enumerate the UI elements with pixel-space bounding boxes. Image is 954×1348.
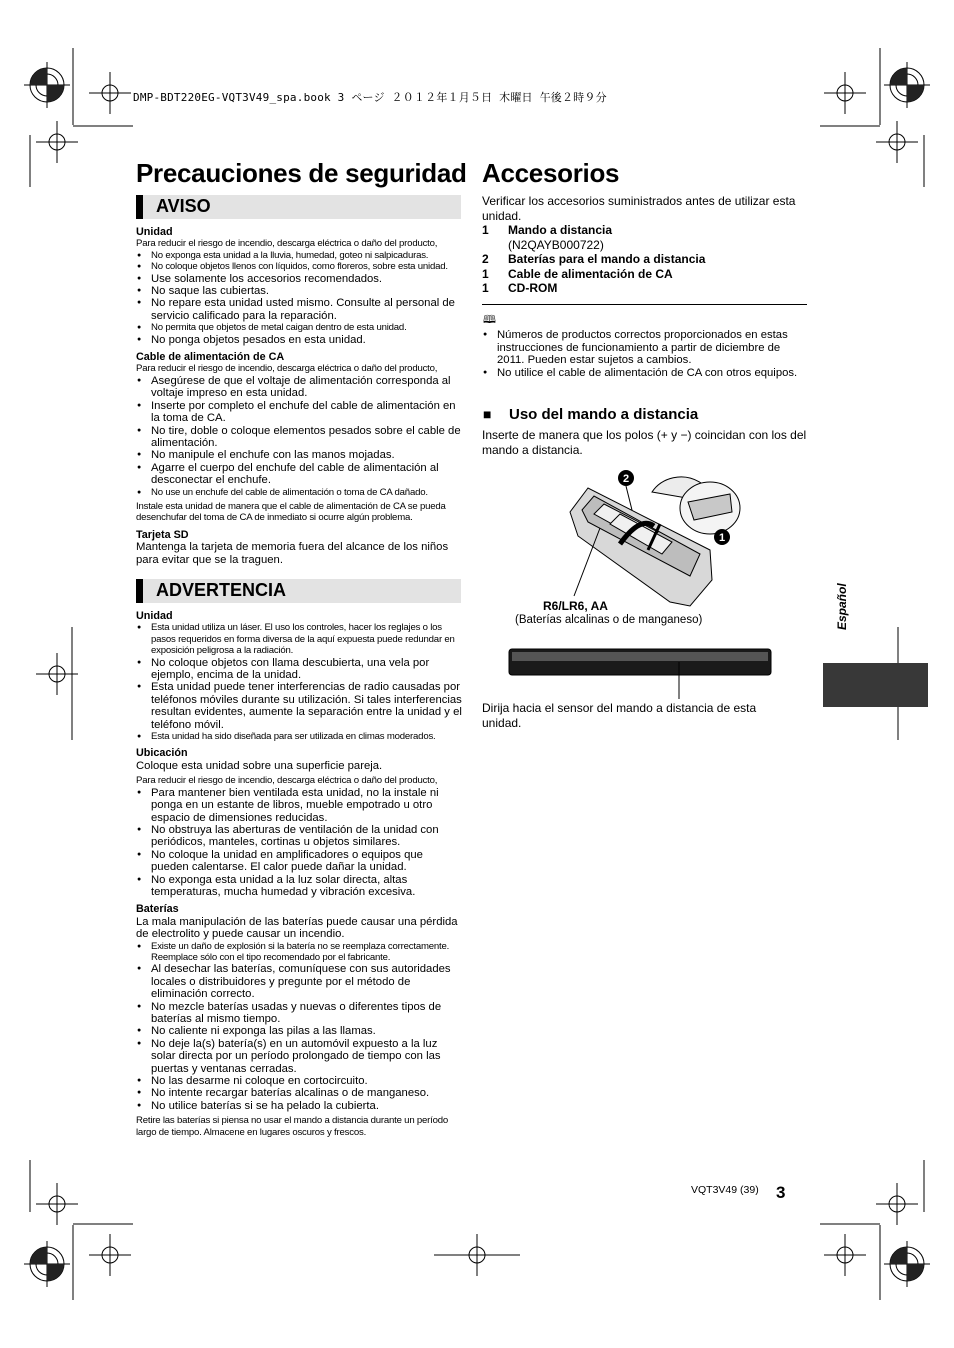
bullet-item: ● Esta unidad utiliza un láser. El uso los controles, hacer los reglajes o los pasos requeridos en forma diversa de la aquí expuesta puede redundar en exposición peligrosa a la radiación. [136,622,462,656]
section-heading-advertencia: ADVERTENCIA [156,580,287,600]
bullet-item: ● No caliente ni exponga las pilas a las llamas. [136,1025,462,1037]
advertencia-unidad-list [136,622,462,742]
bullet-item: ● Al desechar las baterías, comuníquese con sus autoridades locales o distribuidores y pregunte por el método de eliminación correcto. [136,963,462,1000]
bullet-item: ● No intente recargar baterías alcalinas o de manganeso. [136,1087,462,1099]
bullet-item: ● No mezcle baterías usadas y nuevas o diferentes tipos de baterías al mismo tiempo. [136,1001,462,1026]
note-item: ● No utilice el cable de alimentación de CA con otros equipos. [482,367,807,380]
bullet-item: ● No saque las cubiertas. [136,285,462,297]
aviso-content [136,224,462,566]
accessory-qty: 1 [482,223,489,237]
note-book-icon: 🕮 [483,314,496,326]
advertencia-baterias-text: La mala manipulación de las baterías puede causar una pérdida de electrolito y puede causar un incendio. [136,915,458,941]
accessory-item [482,223,807,238]
file-header-line: DMP-BDT220EG-VQT3V49_spa.book 3 ページ ２０１２年１月５日 木曜日 午後２時９分 [133,91,607,104]
square-bullet-icon: ■ [483,406,492,422]
accesorios-content [482,194,807,296]
language-side-label: Español [835,583,849,630]
aviso-sd-label: Tarjeta SD [136,528,189,541]
aviso-cable-list [136,375,462,498]
bullet-item: ● Esta unidad puede tener interferencias de radio causadas por teléfonos móviles durante su utilización. Si tales interferencias resultan evidentes, aumente la separación entre la unidad y el teléfono móvil. [136,681,462,731]
callout-2-label: 2 [622,473,630,485]
remote-battery-illustration [560,466,750,612]
bullet-item: ● Esta unidad ha sido diseñada para ser utilizada en climas moderados. [136,731,462,742]
language-tab-block [823,663,928,707]
accessory-item [482,267,807,282]
bullet-item: ● Asegúrese de que el voltaje de alimentación corresponda al voltaje impreso en esta unidad. [136,375,462,400]
section-heading-aviso: AVISO [156,196,211,216]
bullet-item: ● Para mantener bien ventilada esta unidad, no la instale ni ponga en un estante de libros, mueble empotrado u otro espacio de dimensiones reducidas. [136,787,462,824]
bullet-item: ● Agarre el cuerpo del enchufe del cable de alimentación al desconectar el enchufe. [136,462,462,487]
footer-code: VQT3V49 (39) [691,1184,759,1196]
advertencia-unidad-label: Unidad [136,610,173,622]
accessory-item [482,252,807,267]
bullet-item: ● Existe un daño de explosión si la batería no se reemplaza correctamente. Reemplace sólo con el tipo recomendado por el fabricante. [136,941,462,964]
bullet-item: ● No permita que objetos de metal caigan dentro de esta unidad. [136,322,462,333]
sensor-text: Dirija hacia el sensor del mando a distancia de esta unidad. [482,701,757,730]
bullet-item: ● Use solamente los accesorios recomendados. [136,273,462,285]
accesorios-divider [482,304,807,305]
advertencia-baterias-list [136,941,462,1113]
uso-title: Uso del mando a distancia [509,406,699,423]
bullet-item: ● No tire, doble o coloque elementos pesados sobre el cable de alimentación. [136,425,462,450]
note-item: ● Números de productos correctos proporcionados en estas instrucciones de funcionamiento a partir de diciembre de 2011. Pueden estar sujetos a cambios. [482,329,807,367]
bullet-item: ● No coloque objetos llenos con líquidos, como floreros, sobre esta unidad. [136,261,462,272]
bullet-item: ● No repare esta unidad usted mismo. Consulte al personal de servicio calificado para la reparación. [136,297,462,322]
callout-1-badge [714,529,730,545]
accessory-qty: 1 [482,266,489,281]
accessory-qty: 1 [482,281,489,295]
callout-1-label: 1 [718,532,726,544]
advertencia-baterias-note: Retire las baterías si piensa no usar el mando a distancia durante un período largo de tiempo. Almacene en lugares oscuros y frescos. [136,1115,449,1138]
aviso-unidad-label: Unidad [136,226,173,238]
bullet-item: ● No las desarme ni coloque en cortocircuito. [136,1075,462,1087]
bullet-item: ● No use un enchufe del cable de alimentación o toma de CA dañado. [136,487,462,498]
callout-2-badge [618,470,634,486]
bullet-item: ● No exponga esta unidad a la luz solar directa, altas temperaturas, mucha humedad y vibración excesiva. [136,874,462,899]
accessory-item [482,281,807,296]
accessory-name: CD-ROM [508,281,558,295]
bullet-item: ● No utilice baterías si se ha pelado la cubierta. [136,1100,462,1112]
page-title-accesorios: Accesorios [482,158,620,188]
section-bar-advertencia [136,579,461,603]
bullet-item: ● Inserte por completo el enchufe del cable de alimentación en la toma de CA. [136,400,462,425]
accessory-name: Cable de alimentación de CA [508,266,673,281]
aviso-cable-note: Instale esta unidad de manera que el cable de alimentación de CA se pueda desenchufar del toma de CA de inmediato si ocurre algún problema. [136,500,446,524]
battery-type-sub: (Baterías alcalinas o de manganeso) [515,614,703,626]
accesorios-notes [482,329,807,379]
bullet-item: ● No ponga objetos pesados en esta unidad. [136,334,462,346]
accessory-name: Mando a distancia [508,223,613,237]
uso-text: Inserte de manera que los polos (+ y −) coincidan con los del mando a distancia. [482,428,807,457]
bullet-item: ● No obstruya las aberturas de ventilación de la unidad con periódicos, manteles, cortinas u objetos similares. [136,824,462,849]
advertencia-ubicacion-text: Coloque esta unidad sobre una superficie pareja. [136,759,383,772]
advertencia-content [136,608,462,1138]
page-title-precauciones: Precauciones de seguridad [136,158,467,188]
aviso-sd-text: Mantenga la tarjeta de memoria fuera del alcance de los niños para evitar que se la traguen. [136,541,449,566]
accesorios-intro: Verificar los accesorios suministrados antes de utilizar esta unidad. [482,194,796,223]
footer-page-number: 3 [776,1183,786,1202]
bullet-item: ● No manipule el enchufe con las manos mojadas. [136,449,462,461]
bullet-item: ● No exponga esta unidad a la lluvia, humedad, goteo ni salpicaduras. [136,250,462,261]
aviso-cable-intro: Para reducir el riesgo de incendio, descarga eléctrica o daño del producto, [136,363,438,375]
aviso-unidad-list [136,250,462,346]
advertencia-baterias-label: Baterías [136,903,179,916]
advertencia-ubicacion-intro: Para reducir el riesgo de incendio, descarga eléctrica o daño del producto, [136,775,438,787]
player-illustration [508,648,773,700]
aviso-unidad-intro: Para reducir el riesgo de incendio, descarga eléctrica o daño del producto, [136,238,438,250]
advertencia-ubicacion-list [136,787,462,899]
battery-type-label: R6/LR6, AA [543,599,608,613]
bullet-item: ● No coloque objetos con llama descubierta, una vela por ejemplo, encima de la unidad. [136,657,462,682]
aviso-cable-label: Cable de alimentación de CA [136,351,285,364]
accessory-name: Baterías para el mando a distancia [508,252,706,266]
advertencia-ubicacion-label: Ubicación [136,747,188,760]
section-bar-aviso [136,195,461,219]
accessory-part-number: (N2QAYB000722) [508,237,604,252]
accessory-qty: 2 [482,252,489,266]
bullet-item: ● No deje la(s) batería(s) en un automóvil expuesto a la luz solar directa por un período prolongado de tiempo con las puertas y ventanas cerradas. [136,1038,462,1075]
accesorios-list [482,223,807,296]
bullet-item: ● No coloque la unidad en amplificadores o equipos que pueden calentarse. El calor puede dañar la unidad. [136,849,462,874]
